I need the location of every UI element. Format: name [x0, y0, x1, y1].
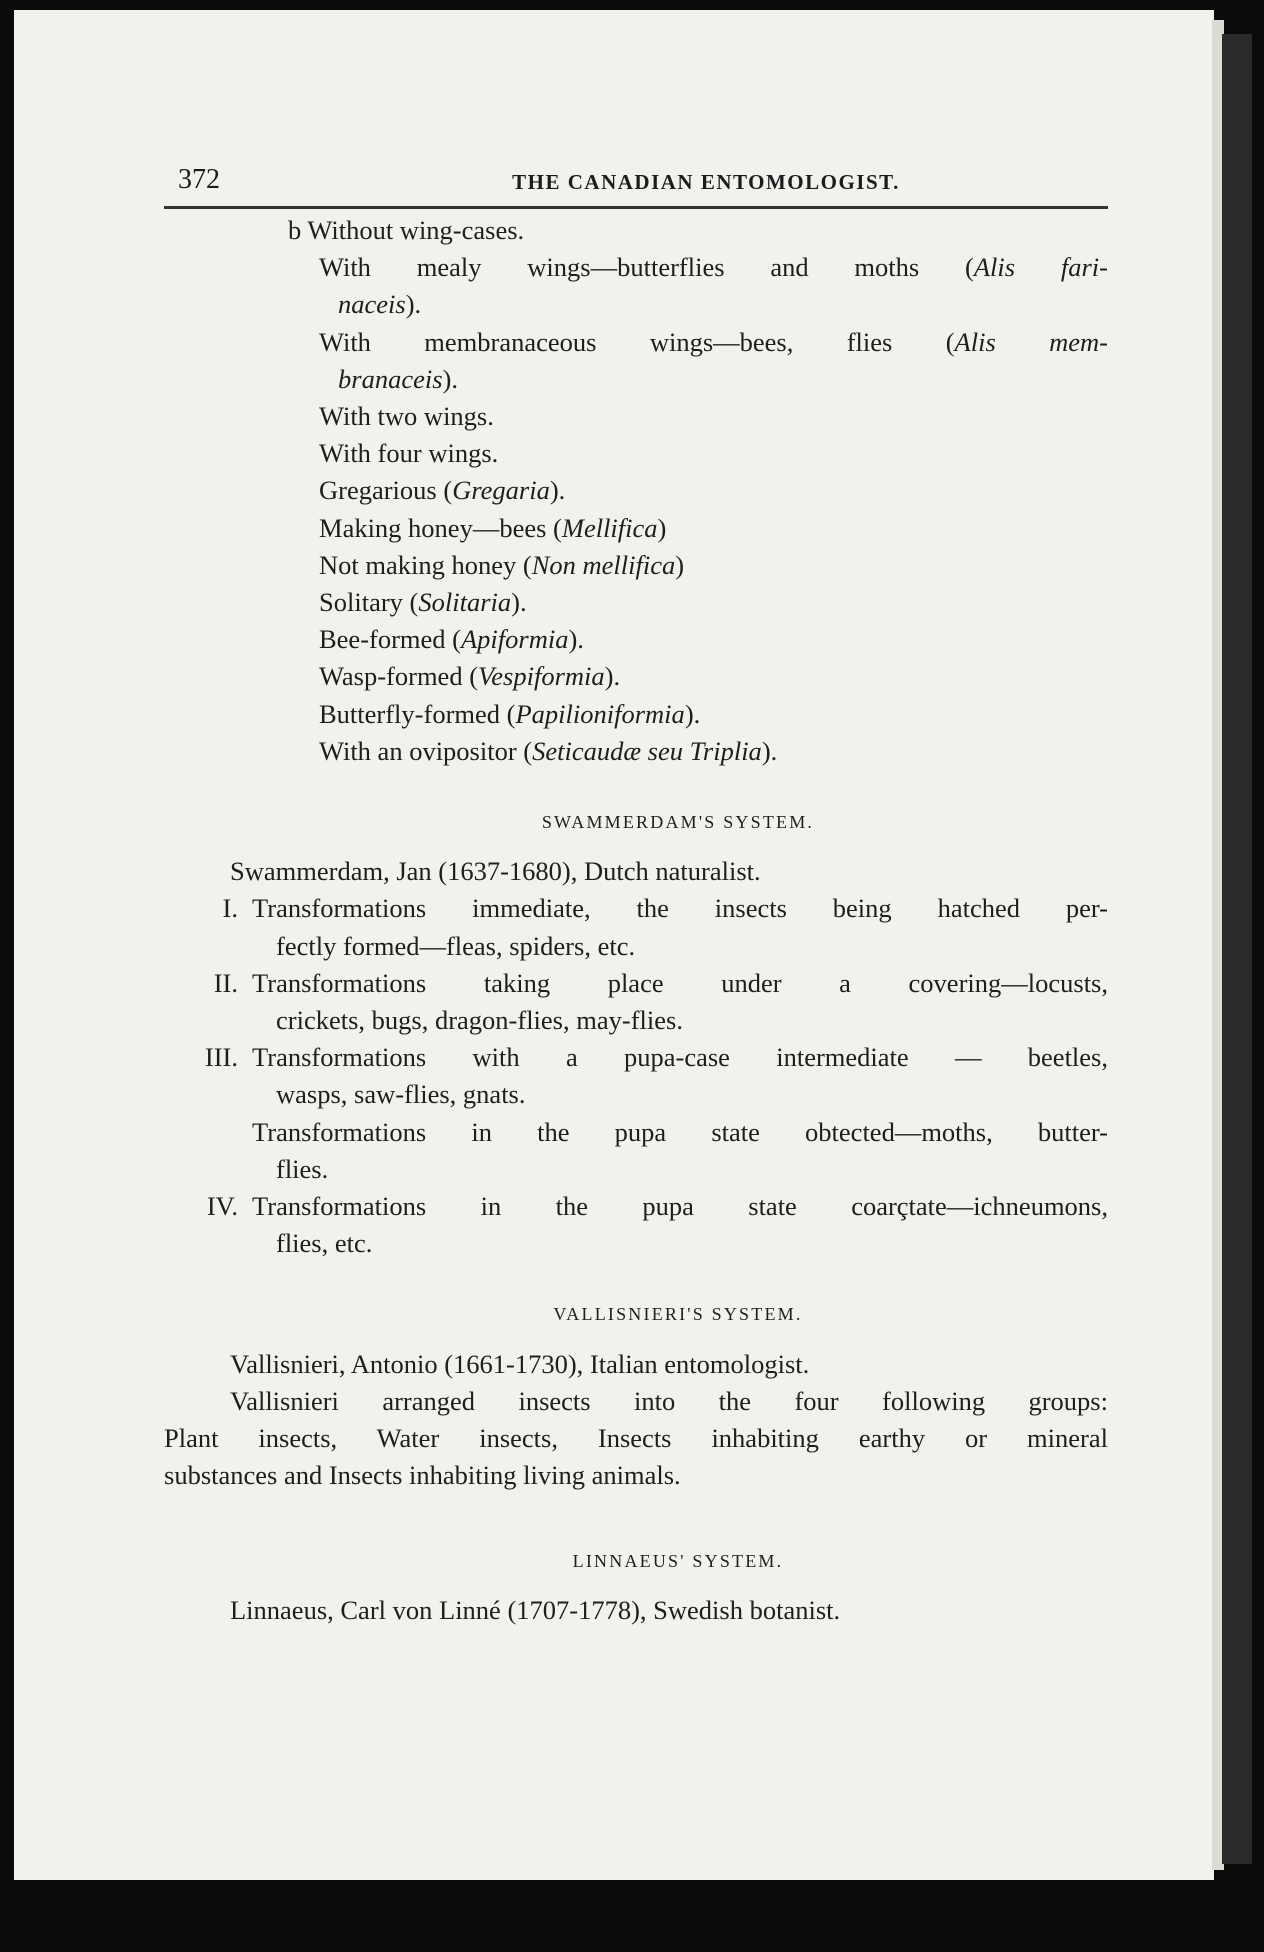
- list-item: Making honey—bees (Mellifica): [319, 512, 667, 543]
- page-body: [164, 212, 1108, 1629]
- list-b: [164, 212, 1108, 770]
- section-intro: Vallisnieri, Antonio (1661-1730), Italian entomologist.: [230, 1348, 810, 1379]
- list-numeral: II.: [213, 967, 238, 998]
- section-intro: Swammerdam, Jan (1637-1680), Dutch naturalist.: [230, 856, 761, 887]
- list-numeral: I.: [222, 893, 238, 924]
- list-item: Wasp-formed (Vespiformia).: [319, 661, 621, 692]
- linnaeus-section: [164, 1543, 1108, 1629]
- list-item: I. Transformations immediate, the insects being hatched per- fectly formed—fleas, spiders, etc.: [164, 890, 1108, 964]
- list-item: With membranaceous wings—bees, flies (Alis mem-: [319, 326, 1108, 357]
- header-rule: [164, 206, 1108, 209]
- list-item: With mealy wings—butterflies and moths (Alis fari-: [319, 252, 1108, 283]
- list-item: Solitary (Solitaria).: [319, 587, 527, 618]
- list-item: Gregarious (Gregaria).: [319, 475, 566, 506]
- list-item: With two wings.: [319, 401, 494, 432]
- list-item: Bee-formed (Apiformia).: [319, 624, 584, 655]
- list-numeral: III.: [204, 1042, 238, 1073]
- page-number: 372: [178, 164, 220, 195]
- list-numeral: IV.: [206, 1191, 238, 1222]
- list-item: Butterfly-formed (Papilioniformia).: [319, 698, 701, 729]
- paragraph: Vallisnieri arranged insects into the four following groups: Plant insects, Water insects, Insects inhabiting earthy or mineral substances and Insects inhabiting living animals.: [164, 1385, 1108, 1491]
- vallisnieri-section: [164, 1296, 1108, 1494]
- running-head: THE CANADIAN ENTOMOLOGIST.: [512, 170, 900, 194]
- section-heading: LINNAEUS' SYSTEM.: [572, 1550, 784, 1571]
- section-heading: SWAMMERDAM'S SYSTEM.: [541, 812, 815, 833]
- page-header: [164, 160, 1108, 204]
- list-item-continuation: naceis).: [338, 289, 422, 320]
- book-spine: [1222, 34, 1252, 1864]
- list-item: II. Transformations taking place under a covering—locusts, crickets, bugs, dragon-flies, may-flies.: [164, 965, 1108, 1039]
- section-heading: VALLISNIERI'S SYSTEM.: [553, 1304, 803, 1325]
- list-item: Not making honey (Non mellifica): [319, 549, 685, 580]
- section-intro: Linnaeus, Carl von Linné (1707-1778), Swedish botanist.: [230, 1594, 841, 1625]
- list-b-heading: b Without wing-cases.: [288, 215, 525, 245]
- list-item: With an ovipositor (Seticaudæ seu Triplia).: [319, 735, 778, 766]
- list-item: III. Transformations with a pupa-case intermediate — beetles, wasps, saw-flies, gnats.: [164, 1039, 1108, 1113]
- list-item: With four wings.: [319, 438, 499, 469]
- list-item-continuation: branaceis).: [338, 363, 458, 394]
- list-subitem: Transformations in the pupa state obtected—moths, butter- flies.: [252, 1116, 1108, 1184]
- swammerdam-section: [164, 804, 1108, 1262]
- list-item: IV. Transformations in the pupa state coarçtate—ichneumons, flies, etc.: [164, 1188, 1108, 1262]
